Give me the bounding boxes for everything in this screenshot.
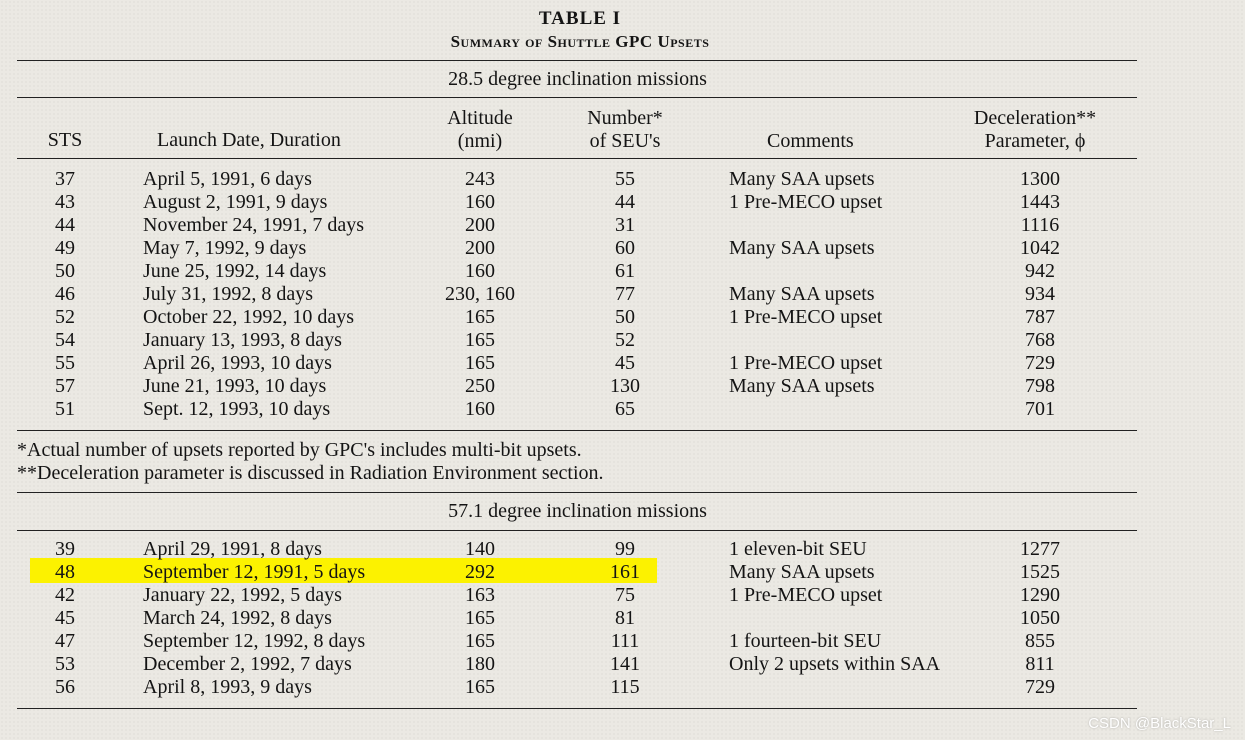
header-comments: Comments bbox=[767, 130, 854, 152]
cell-altitude: 165 bbox=[465, 306, 495, 328]
cell-comment: 1 Pre-MECO upset bbox=[729, 352, 883, 374]
cell-launch-date: November 24, 1991, 7 days bbox=[143, 214, 365, 236]
cell-launch-date: January 13, 1993, 8 days bbox=[143, 329, 342, 351]
cell-seu-count: 161 bbox=[610, 561, 640, 583]
cell-launch-date: April 5, 1991, 6 days bbox=[143, 168, 312, 190]
cell-altitude: 160 bbox=[465, 191, 495, 213]
header-altitude-unit: (nmi) bbox=[457, 130, 503, 152]
cell-seu-count: 44 bbox=[615, 191, 635, 213]
cell-launch-date: April 26, 1993, 10 days bbox=[143, 352, 332, 374]
cell-seu-count: 115 bbox=[610, 676, 640, 698]
cell-launch-date: July 31, 1992, 8 days bbox=[143, 283, 313, 305]
cell-seu-count: 99 bbox=[615, 538, 635, 560]
cell-seu-count: 60 bbox=[615, 237, 635, 259]
cell-sts: 42 bbox=[55, 584, 75, 606]
cell-comment: 1 Pre-MECO upset bbox=[729, 584, 883, 606]
cell-deceleration: 787 bbox=[1025, 306, 1055, 328]
cell-launch-date: Sept. 12, 1993, 10 days bbox=[143, 398, 331, 420]
cell-launch-date: April 29, 1991, 8 days bbox=[143, 538, 322, 560]
cell-altitude: 160 bbox=[465, 398, 495, 420]
cell-sts: 46 bbox=[55, 283, 75, 305]
divider bbox=[17, 430, 1137, 431]
cell-sts: 49 bbox=[55, 237, 75, 259]
cell-deceleration: 1525 bbox=[1020, 561, 1060, 583]
cell-altitude: 165 bbox=[465, 607, 495, 629]
cell-comment: Only 2 upsets within SAA bbox=[729, 653, 941, 675]
cell-launch-date: March 24, 1992, 8 days bbox=[143, 607, 332, 629]
cell-altitude: 200 bbox=[465, 214, 495, 236]
cell-sts: 53 bbox=[55, 653, 75, 675]
cell-seu-count: 55 bbox=[615, 168, 635, 190]
cell-seu-count: 61 bbox=[615, 260, 635, 282]
cell-seu-count: 75 bbox=[615, 584, 635, 606]
cell-altitude: 200 bbox=[465, 237, 495, 259]
cell-sts: 43 bbox=[55, 191, 75, 213]
cell-sts: 48 bbox=[55, 561, 75, 583]
cell-comment: 1 Pre-MECO upset bbox=[729, 191, 883, 213]
cell-altitude: 140 bbox=[465, 538, 495, 560]
cell-comment: Many SAA upsets bbox=[729, 168, 875, 190]
cell-deceleration: 1300 bbox=[1020, 168, 1060, 190]
header-altitude: Altitude bbox=[447, 107, 513, 129]
cell-deceleration: 855 bbox=[1025, 630, 1055, 652]
cell-launch-date: June 21, 1993, 10 days bbox=[143, 375, 327, 397]
cell-launch-date: April 8, 1993, 9 days bbox=[143, 676, 312, 698]
cell-altitude: 165 bbox=[465, 352, 495, 374]
cell-seu-count: 130 bbox=[610, 375, 640, 397]
cell-altitude: 180 bbox=[465, 653, 495, 675]
cell-launch-date: October 22, 1992, 10 days bbox=[143, 306, 355, 328]
cell-sts: 51 bbox=[55, 398, 75, 420]
cell-sts: 57 bbox=[55, 375, 75, 397]
header-of-seus: of SEU's bbox=[589, 130, 661, 152]
cell-seu-count: 141 bbox=[610, 653, 640, 675]
divider bbox=[17, 158, 1137, 159]
header-number: Number* bbox=[587, 107, 663, 129]
cell-deceleration: 729 bbox=[1025, 676, 1055, 698]
divider bbox=[17, 708, 1137, 709]
section-title-57-1: 57.1 degree inclination missions bbox=[448, 500, 707, 522]
header-deceleration-parameter: Parameter, ϕ bbox=[984, 130, 1086, 152]
table-title: TABLE I bbox=[538, 8, 622, 29]
cell-deceleration: 798 bbox=[1025, 375, 1055, 397]
cell-seu-count: 31 bbox=[615, 214, 635, 236]
cell-deceleration: 1042 bbox=[1020, 237, 1060, 259]
cell-altitude: 250 bbox=[465, 375, 495, 397]
cell-altitude: 165 bbox=[465, 329, 495, 351]
cell-launch-date: June 25, 1992, 14 days bbox=[143, 260, 327, 282]
cell-seu-count: 45 bbox=[615, 352, 635, 374]
cell-seu-count: 65 bbox=[615, 398, 635, 420]
cell-altitude: 292 bbox=[465, 561, 495, 583]
header-launch-date: Launch Date, Duration bbox=[157, 129, 341, 151]
cell-sts: 56 bbox=[55, 676, 75, 698]
header-sts: STS bbox=[47, 129, 83, 151]
divider bbox=[17, 97, 1137, 98]
cell-launch-date: August 2, 1991, 9 days bbox=[143, 191, 328, 213]
cell-comment: 1 fourteen-bit SEU bbox=[729, 630, 882, 652]
cell-comment: Many SAA upsets bbox=[729, 375, 875, 397]
cell-deceleration: 768 bbox=[1025, 329, 1055, 351]
cell-deceleration: 934 bbox=[1025, 283, 1055, 305]
cell-sts: 44 bbox=[55, 214, 75, 236]
section-title-28-5: 28.5 degree inclination missions bbox=[448, 68, 707, 90]
cell-launch-date: January 22, 1992, 5 days bbox=[143, 584, 342, 606]
divider bbox=[17, 530, 1137, 531]
cell-comment: 1 eleven-bit SEU bbox=[729, 538, 867, 560]
footnote-1: *Actual number of upsets reported by GPC's includes multi-bit upsets. bbox=[17, 439, 582, 461]
cell-sts: 55 bbox=[55, 352, 75, 374]
cell-launch-date: December 2, 1992, 7 days bbox=[143, 653, 352, 675]
cell-seu-count: 81 bbox=[615, 607, 635, 629]
cell-launch-date: May 7, 1992, 9 days bbox=[143, 237, 307, 259]
footnote-2: **Deceleration parameter is discussed in Radiation Environment section. bbox=[17, 462, 604, 484]
cell-deceleration: 729 bbox=[1025, 352, 1055, 374]
cell-sts: 50 bbox=[55, 260, 75, 282]
cell-sts: 47 bbox=[55, 630, 75, 652]
cell-comment: 1 Pre-MECO upset bbox=[729, 306, 883, 328]
cell-altitude: 165 bbox=[465, 630, 495, 652]
cell-deceleration: 811 bbox=[1025, 653, 1055, 675]
cell-sts: 45 bbox=[55, 607, 75, 629]
cell-sts: 52 bbox=[55, 306, 75, 328]
cell-comment: Many SAA upsets bbox=[729, 283, 875, 305]
cell-launch-date: September 12, 1991, 5 days bbox=[143, 561, 366, 583]
cell-deceleration: 1443 bbox=[1020, 191, 1060, 213]
cell-comment: Many SAA upsets bbox=[729, 237, 875, 259]
cell-deceleration: 1050 bbox=[1020, 607, 1060, 629]
divider bbox=[17, 60, 1137, 61]
watermark: CSDN @BlackStar_L bbox=[1088, 715, 1231, 732]
cell-deceleration: 1290 bbox=[1020, 584, 1060, 606]
cell-sts: 54 bbox=[55, 329, 75, 351]
header-deceleration: Deceleration** bbox=[973, 107, 1097, 129]
cell-deceleration: 1277 bbox=[1020, 538, 1060, 560]
cell-sts: 37 bbox=[55, 168, 75, 190]
cell-sts: 39 bbox=[55, 538, 75, 560]
cell-launch-date: September 12, 1992, 8 days bbox=[143, 630, 366, 652]
cell-deceleration: 1116 bbox=[1020, 214, 1060, 236]
cell-seu-count: 77 bbox=[615, 283, 635, 305]
cell-altitude: 230, 160 bbox=[445, 283, 515, 305]
cell-altitude: 160 bbox=[465, 260, 495, 282]
divider bbox=[17, 492, 1137, 493]
cell-seu-count: 50 bbox=[615, 306, 635, 328]
cell-deceleration: 942 bbox=[1025, 260, 1055, 282]
cell-altitude: 163 bbox=[465, 584, 495, 606]
cell-comment: Many SAA upsets bbox=[729, 561, 875, 583]
table-subtitle: Summary of Shuttle GPC Upsets bbox=[450, 32, 710, 51]
cell-deceleration: 701 bbox=[1025, 398, 1055, 420]
cell-altitude: 165 bbox=[465, 676, 495, 698]
cell-seu-count: 52 bbox=[615, 329, 635, 351]
cell-seu-count: 111 bbox=[610, 630, 640, 652]
cell-altitude: 243 bbox=[465, 168, 495, 190]
